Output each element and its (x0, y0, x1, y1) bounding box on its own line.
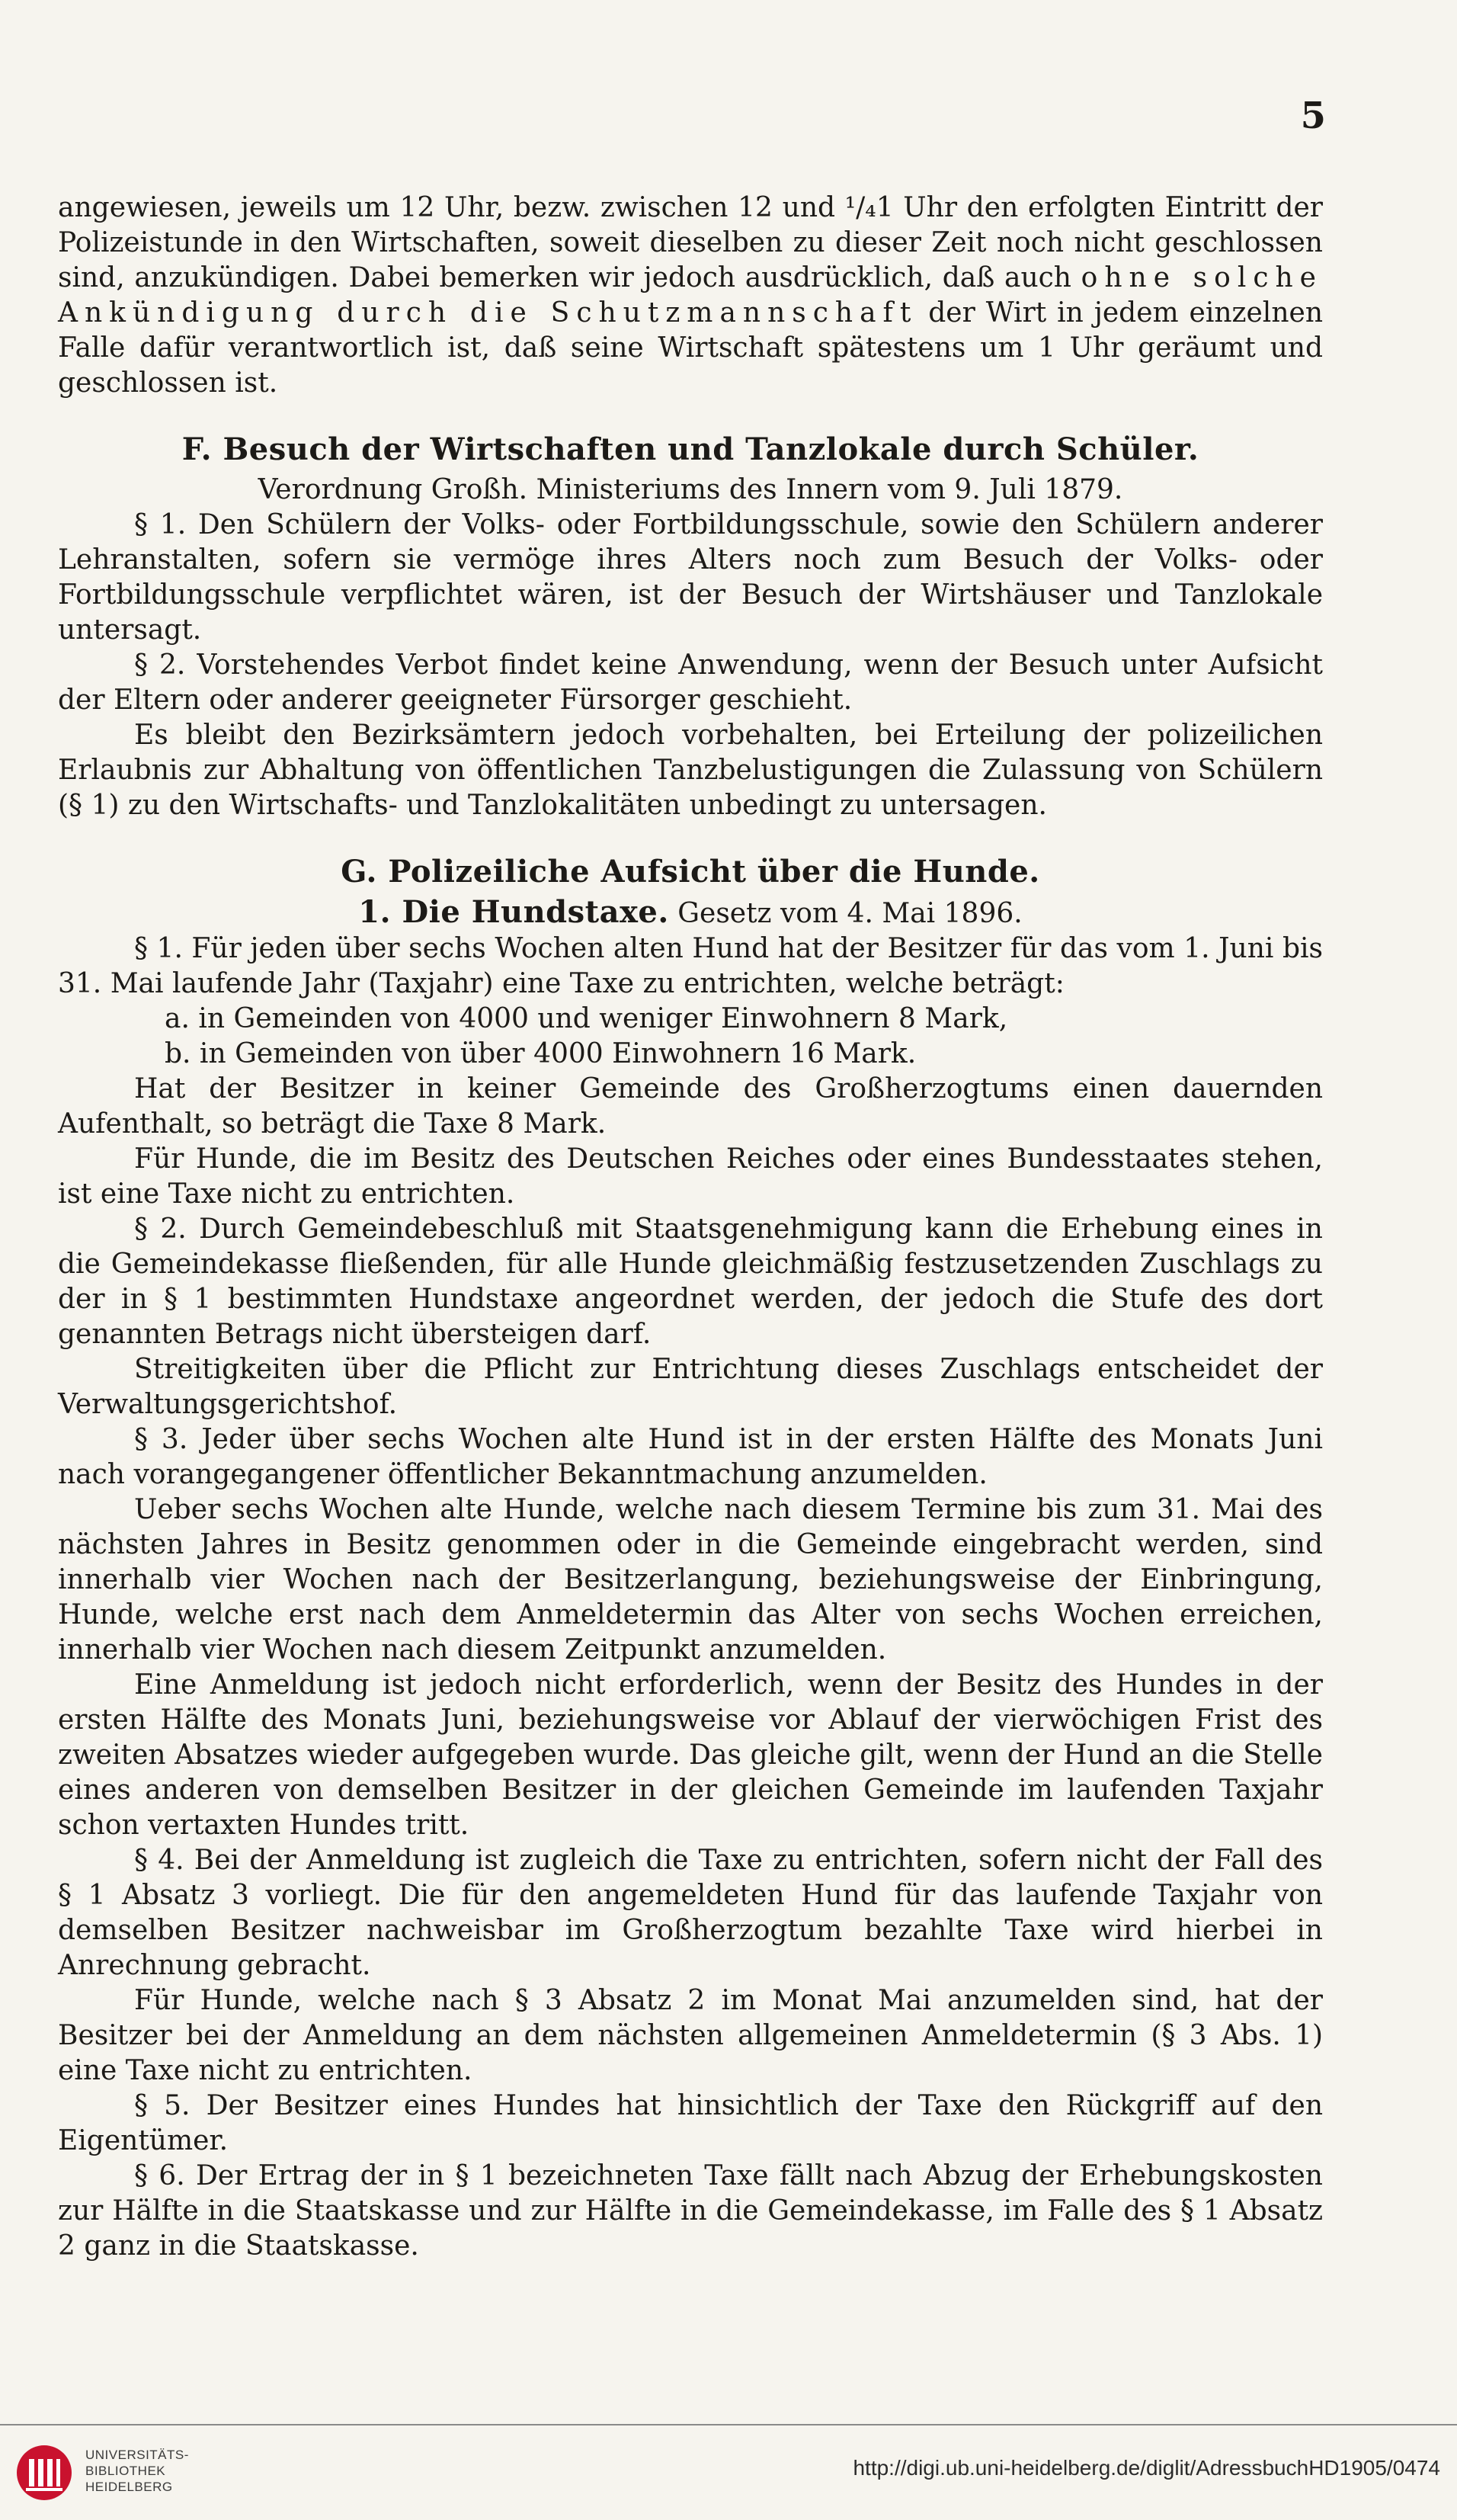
intro-spaced-text: ohne solche Ankündigung durch die Schutzmannschaft (58, 262, 1323, 329)
section-g-paragraph-10: Für Hunde, welche nach § 3 Absatz 2 im Monat Mai anzumelden sind, hat der Besitzer bei der Anmeldung an dem nächsten allgemeinen Anmeldetermin (§ 3 Abs. 1) eine Taxe nicht zu entrichten. (58, 1985, 1323, 2086)
intro-end-text: der Wirt in jedem einzelnen Falle dafür verantwortlich ist, daß seine Wirtschaft spätestens um 1 Uhr geräumt und geschlossen ist. (58, 297, 1323, 399)
library-name-line-1: UNIVERSITÄTS- (85, 2448, 189, 2462)
page-number: 5 (1300, 95, 1326, 137)
section-g-paragraph-12: § 6. Der Ertrag der in § 1 bezeichneten Taxe fällt nach Abzug der Erhebungskosten zur Hälfte in die Staatskasse und zur Hälfte in die Gemeindekasse, im Falle des § 1 Absatz 2 ganz in die Staatskasse. (58, 2160, 1323, 2262)
library-name-line-3: HEIDELBERG (85, 2480, 173, 2494)
section-g-paragraph-9: § 4. Bei der Anmeldung ist zugleich die Taxe zu entrichten, sofern nicht der Fall des § 1 Absatz 3 vorliegt. Die für den angemeldeten Hund für das laufende Taxjahr von demselben Besitzer nachweisbar im Großherzogtum bezahlte Taxe wird hierbei in Anrechnung gebracht. (58, 1845, 1323, 1981)
section-g-paragraph-8: Eine Anmeldung ist jedoch nicht erforderlich, wenn der Besitz des Hundes in der ersten Hälfte des Monats Juni, beziehungsweise vor Ablauf der vierwöchigen Frist des zweiten Absatzes wieder aufgegeben wurde. Das gleiche gilt, wenn der Hund an die Stelle eines anderen von demselben Besitzer in der gleichen Gemeinde im laufenden Taxjahr schon vertaxten Hundes tritt. (58, 1669, 1323, 1841)
section-g-paragraph-7: Ueber sechs Wochen alte Hunde, welche nach diesem Termine bis zum 31. Mai des nächsten Jahres in Besitz genommen oder in die Gemeinde eingebracht werden, sind innerhalb vier Wochen nach der Besitzerlangung, beziehungsweise der Einbringung, Hunde, welche erst nach dem Anmeldetermin das Alter von sechs Wochen erreichen, innerhalb vier Wochen nach diesem Zeitpunkt anzumelden. (58, 1494, 1323, 1666)
section-f-heading: F. Besuch der Wirtschaften und Tanzlokale durch Schüler. (181, 431, 1199, 467)
section-g-paragraph-4: § 2. Durch Gemeindebeschluß mit Staatsgenehmigung kann die Erhebung eines in die Gemeindekasse fließenden, für alle Hunde gleichmäßig festzusetzenden Zuschlags zu der in § 1 bestimmten Hundstaxe angeordnet werden, der jedoch die Stufe des dort genannten Betrags nicht übersteigen darf. (58, 1214, 1323, 1350)
section-g-paragraph-2: Hat der Besitzer in keiner Gemeinde des Großherzogtums einen dauernden Aufenthalt, so beträgt die Taxe 8 Mark. (58, 1073, 1323, 1140)
section-g-paragraph-5: Streitigkeiten über die Pflicht zur Entrichtung dieses Zuschlags entscheidet der Verwaltungsgerichtshof. (58, 1354, 1323, 1420)
intro-paragraph (58, 191, 1323, 401)
university-library-logo-icon (14, 2442, 75, 2503)
section-g-paragraph-11: § 5. Der Besitzer eines Hundes hat hinsichtlich der Taxe den Rückgriff auf den Eigentümer. (58, 2090, 1323, 2156)
section-g-item-a: a. in Gemeinden von 4000 und weniger Einwohnern 8 Mark, (165, 1003, 1008, 1034)
intro-text: angewiesen, jeweils um 12 Uhr, bezw. zwischen 12 und ¹/₄1 Uhr den erfolgten Eintritt der Polizeistunde in den Wirtschaften, soweit dieselben zu dieser Zeit noch nicht geschlossen sind, anzukündigen. Dabei bemerken wir jedoch ausdrücklich, daß auch (58, 192, 1323, 293)
library-name (85, 2447, 223, 2495)
section-g-paragraph-1: § 1. Für jeden über sechs Wochen alten Hund hat der Besitzer für das vom 1. Juni bis 31. Mai laufende Jahr (Taxjahr) eine Taxe zu entrichten, welche beträgt: (58, 933, 1323, 999)
section-f-paragraph-1: § 1. Den Schülern der Volks- oder Fortbildungsschule, sowie den Schülern anderer Lehranstalten, sofern sie vermöge ihres Alters noch zum Besuch der Volks- oder Fortbildungsschule verpflichtet wären, ist der Besuch der Wirtshäuser und Tanzlokale untersagt. (58, 509, 1323, 646)
section-f-paragraph-2: § 2. Vorstehendes Verbot findet keine Anwendung, wenn der Besuch unter Aufsicht der Eltern oder anderer geeigneter Fürsorger geschieht. (58, 649, 1323, 716)
page-body (58, 191, 1323, 2264)
section-g-item-b: b. in Gemeinden von über 4000 Einwohnern 16 Mark. (165, 1038, 917, 1069)
section-g-paragraph-3: Für Hunde, die im Besitz des Deutschen Reiches oder eines Bundesstaates stehen, ist eine Taxe nicht zu entrichten. (58, 1143, 1323, 1210)
viewer-footer (0, 2424, 1457, 2520)
library-name-line-2: BIBLIOTHEK (85, 2464, 166, 2478)
section-g-subheading-title: 1. Die Hundstaxe. (358, 894, 669, 930)
source-url-link[interactable]: http://digi.ub.uni-heidelberg.de/diglit/AdressbuchHD1905/0474 (853, 2456, 1440, 2480)
section-g-subheading (58, 895, 1323, 931)
section-g-subheading-law: Gesetz vom 4. Mai 1896. (677, 898, 1023, 929)
section-g-paragraph-6: § 3. Jeder über sechs Wochen alte Hund ist in der ersten Hälfte des Monats Juni nach vorangegangener öffentlicher Bekanntmachung anzumelden. (58, 1424, 1323, 1490)
footer-divider (0, 2424, 1457, 2425)
section-f-paragraph-3: Es bleibt den Bezirksämtern jedoch vorbehalten, bei Erteilung der polizeilichen Erlaubnis zur Abhaltung von öffentlichen Tanzbelustigungen die Zulassung von Schülern (§ 1) zu den Wirtschafts- und Tanzlokalitäten unbedingt zu untersagen. (58, 720, 1323, 821)
section-f-subheading: Verordnung Großh. Ministeriums des Innern vom 9. Juli 1879. (258, 474, 1123, 505)
section-g-heading: G. Polizeiliche Aufsicht über die Hunde. (341, 854, 1040, 890)
